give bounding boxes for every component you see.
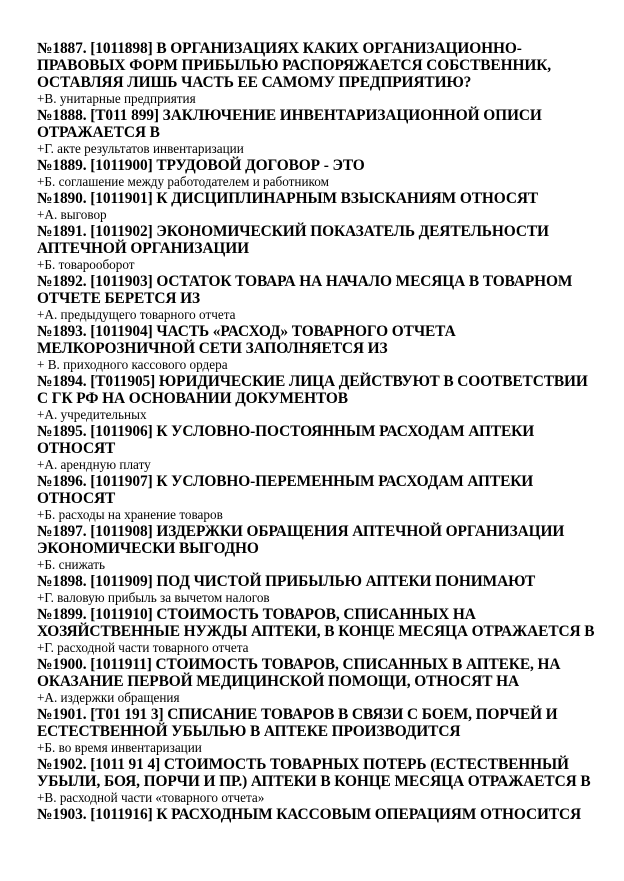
answer-text: +В. унитарные предприятия [37,91,196,106]
entry-1903 [37,806,597,823]
answer-text: +Г. акте результатов инвентаризации [37,141,244,156]
entry-1899 [37,606,597,656]
question-text: №1894. [Т011905] ЮРИДИЧЕСКИЕ ЛИЦА ДЕЙСТВУЮТ В СООТВЕТСТВИИ С ГК РФ НА ОСНОВАНИИ ДОКУМЕНТОВ [37,373,588,407]
entry-1893 [37,323,597,373]
entry-1889 [37,157,597,190]
question-text: №1899. [1011910] СТОИМОСТЬ ТОВАРОВ, СПИСАННЫХ НА ХОЗЯЙСТВЕННЫЕ НУЖДЫ АПТЕКИ, В КОНЦЕ МЕСЯЦА ОТРАЖАЕТСЯ В [37,606,595,640]
entry-1896 [37,473,597,523]
answer-text: +Б. снижать [37,557,105,572]
question-text: №1892. [1011903] ОСТАТОК ТОВАРА НА НАЧАЛО МЕСЯЦА В ТОВАРНОМ ОТЧЕТЕ БЕРЕТСЯ ИЗ [37,273,573,307]
question-text: №1903. [1011916] К РАСХОДНЫМ КАССОВЫМ ОПЕРАЦИЯМ ОТНОСИТСЯ [37,806,582,823]
answer-text: +Г. валовую прибыль за вычетом налогов [37,590,270,605]
entry-1890 [37,190,597,223]
question-text: №1887. [1011898] В ОРГАНИЗАЦИЯХ КАКИХ ОРГАНИЗАЦИОННО-ПРАВОВЫХ ФОРМ ПРИБЫЛЬЮ РАСПОРЯЖАЕТСЯ СОБСТВЕННИК, ОСТАВЛЯЯ ЛИШЬ ЧАСТЬ ЕЕ САМОМУ ПРЕДПРИЯТИЮ? [37,40,552,91]
question-text: №1897. [1011908] ИЗДЕРЖКИ ОБРАЩЕНИЯ АПТЕЧНОЙ ОРГАНИЗАЦИИ ЭКОНОМИЧЕСКИ ВЫГОДНО [37,523,565,557]
question-text: №1895. [1011906] К УСЛОВНО-ПОСТОЯННЫМ РАСХОДАМ АПТЕКИ ОТНОСЯТ [37,423,535,457]
question-text: №1889. [1011900] ТРУДОВОЙ ДОГОВОР - ЭТО [37,157,365,174]
answer-text: +Б. во время инвентаризации [37,740,202,755]
answer-text: +А. предыдущего товарного отчета [37,307,236,322]
question-text: №1900. [1011911] СТОИМОСТЬ ТОВАРОВ, СПИСАННЫХ В АПТЕКЕ, НА ОКАЗАНИЕ ПЕРВОЙ МЕДИЦИНСКОЙ ПОМОЩИ, ОТНОСЯТ НА [37,656,561,690]
answer-text: +А. выговор [37,207,107,222]
entry-1900 [37,656,597,706]
question-text: №1891. [1011902] ЭКОНОМИЧЕСКИЙ ПОКАЗАТЕЛЬ ДЕЯТЕЛЬНОСТИ АПТЕЧНОЙ ОРГАНИЗАЦИИ [37,223,549,257]
entry-1895 [37,423,597,473]
document-page [37,40,597,823]
entry-1888 [37,107,597,157]
question-text: №1888. [Т011 899] ЗАКЛЮЧЕНИЕ ИНВЕНТАРИЗАЦИОННОЙ ОПИСИ ОТРАЖАЕТСЯ В [37,107,542,141]
question-text: №1890. [1011901] К ДИСЦИПЛИНАРНЫМ ВЗЫСКАНИЯМ ОТНОСЯТ [37,190,539,207]
answer-text: +Б. соглашение между работодателем и работником [37,174,329,189]
question-text: №1896. [1011907] К УСЛОВНО-ПЕРЕМЕННЫМ РАСХОДАМ АПТЕКИ ОТНОСЯТ [37,473,534,507]
answer-text: +А. издержки обращения [37,690,180,705]
entry-1902 [37,756,597,806]
answer-text: +В. расходной части «товарного отчета» [37,790,265,805]
entry-1892 [37,273,597,323]
entry-1887 [37,40,597,107]
entry-1891 [37,223,597,273]
entry-1897 [37,523,597,573]
answer-text: +Б. расходы на хранение товаров [37,507,223,522]
answer-text: +А. учредительных [37,407,147,422]
question-text: №1902. [1011 91 4] СТОИМОСТЬ ТОВАРНЫХ ПОТЕРЬ (ЕСТЕСТВЕННЫЙ УБЫЛИ, БОЯ, ПОРЧИ И ПР.) АПТЕКИ В КОНЦЕ МЕСЯЦА ОТРАЖАЕТСЯ В [37,756,591,790]
answer-text: + В. приходного кассового ордера [37,357,228,372]
answer-text: +Г. расходной части товарного отчета [37,640,249,655]
entry-1901 [37,706,597,756]
question-text: №1901. [Т01 191 3] СПИСАНИЕ ТОВАРОВ В СВЯЗИ С БОЕМ, ПОРЧЕЙ И ЕСТЕСТВЕННОЙ УБЫЛЬЮ В АПТЕКЕ ПРОИЗВОДИТСЯ [37,706,558,740]
answer-text: +Б. товарооборот [37,257,135,272]
answer-text: +А. арендную плату [37,457,151,472]
entry-1894 [37,373,597,423]
question-text: №1898. [1011909] ПОД ЧИСТОЙ ПРИБЫЛЬЮ АПТЕКИ ПОНИМАЮТ [37,573,536,590]
entry-1898 [37,573,597,606]
question-text: №1893. [1011904] ЧАСТЬ «РАСХОД» ТОВАРНОГО ОТЧЕТА МЕЛКОРОЗНИЧНОЙ СЕТИ ЗАПОЛНЯЕТСЯ ИЗ [37,323,456,357]
